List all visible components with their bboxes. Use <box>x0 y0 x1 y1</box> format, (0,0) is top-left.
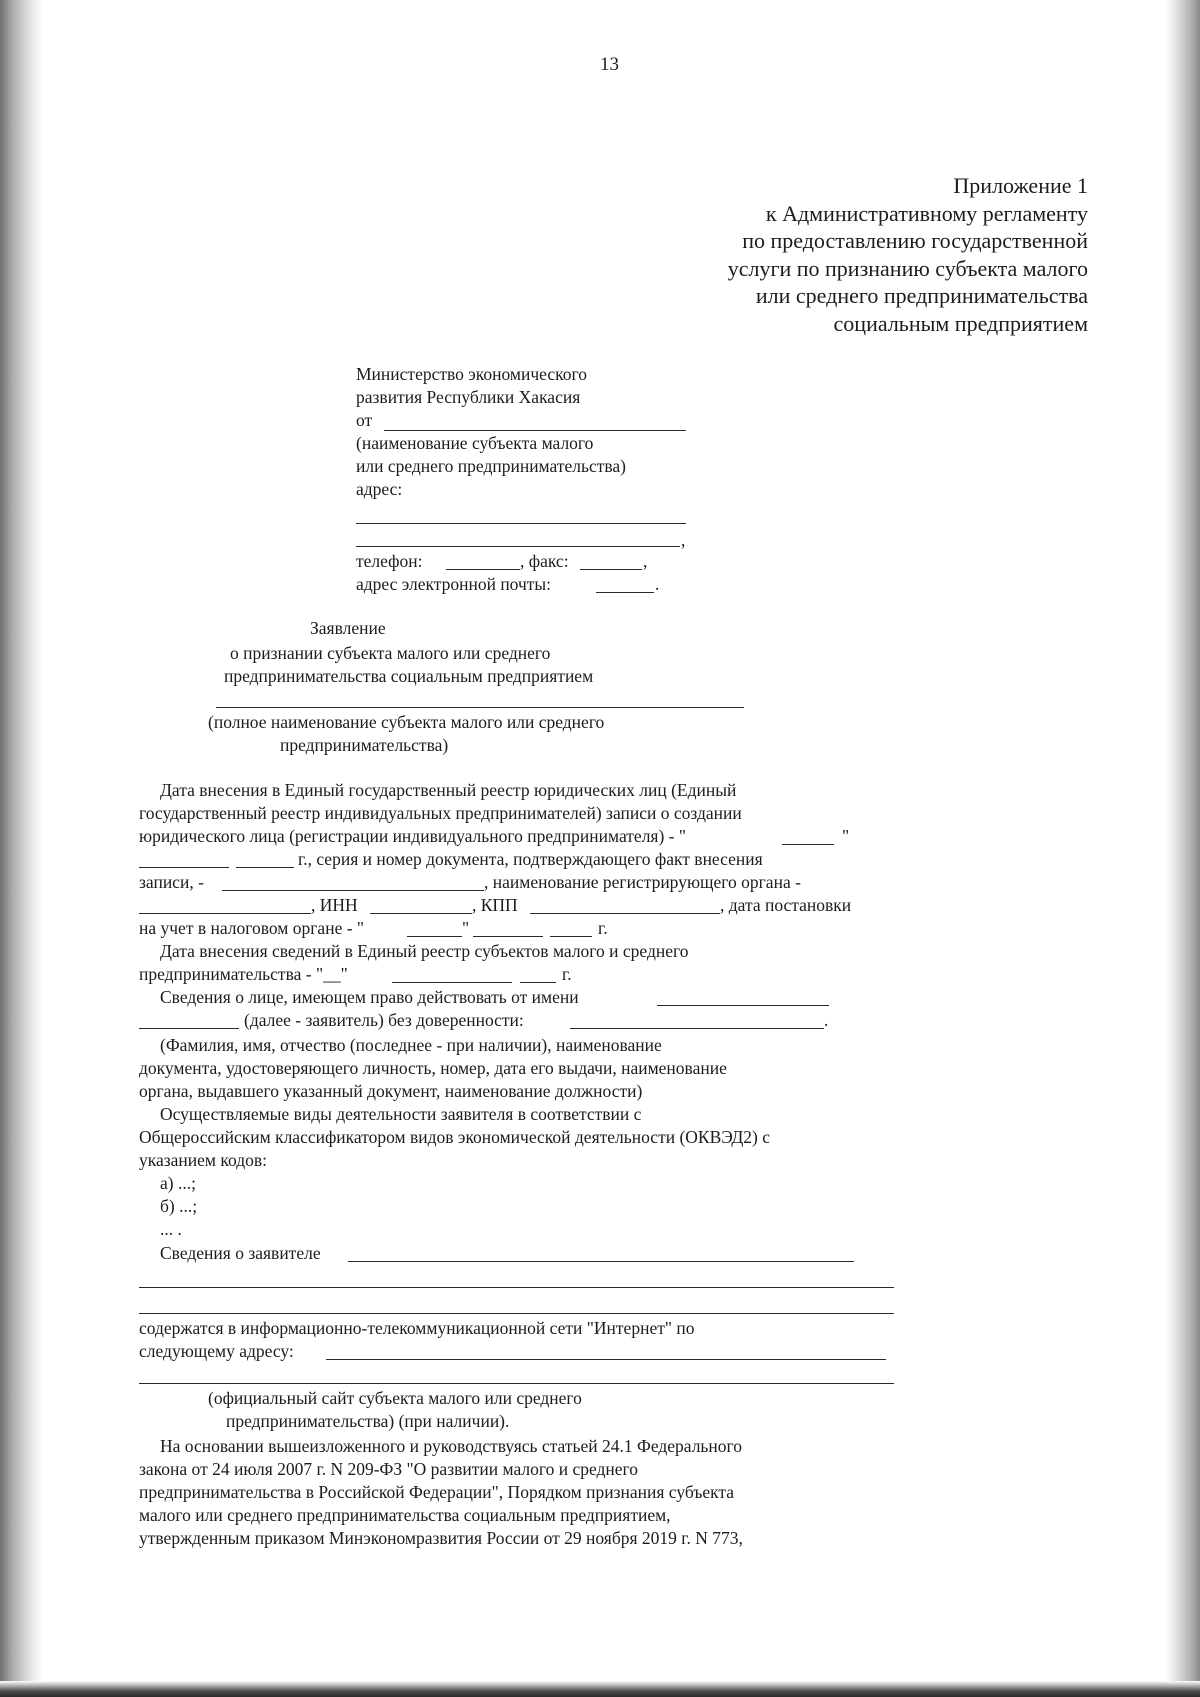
body-line: следующему адресу: <box>139 1341 294 1361</box>
appendix-header <box>728 172 1088 337</box>
tax-day-field[interactable] <box>407 936 462 937</box>
email-field[interactable] <box>596 592 654 593</box>
body-line: на учет в налоговом органе - " <box>139 918 365 938</box>
website-field[interactable] <box>139 1383 894 1384</box>
applicant-info-field[interactable] <box>348 1261 854 1262</box>
body-line: юридического лица (регистрации индивидуального предпринимателя) - " <box>139 826 687 846</box>
body-line: На основании вышеизложенного и руководствуясь статьей 24.1 Федерального <box>160 1436 743 1456</box>
body-line: , наименование регистрирующего органа - <box>484 872 801 892</box>
from-label: от <box>356 410 373 430</box>
body-line: Дата внесения в Единый государственный реестр юридических лиц (Единый <box>160 780 737 800</box>
applicant-info-field[interactable] <box>139 1313 894 1314</box>
body-line: содержатся в информационно-телекоммуникационной сети "Интернет" по <box>139 1318 695 1338</box>
phone-field[interactable] <box>446 569 520 570</box>
body-line: государственный реестр индивидуальных предпринимателей) записи о создании <box>139 803 742 823</box>
addressee-org: развития Республики Хакасия <box>356 387 581 407</box>
appendix-line: услуги по признанию субъекта малого <box>727 255 1088 281</box>
website-caption: (официальный сайт субъекта малого или среднего <box>208 1388 582 1408</box>
reg-year-field[interactable] <box>236 867 294 868</box>
body-line: (Фамилия, имя, отчество (последнее - при наличии), наименование <box>160 1035 662 1055</box>
address-field[interactable] <box>356 523 686 524</box>
msp-year-field[interactable] <box>520 982 556 983</box>
doc-title-line: предпринимательства социальным предприятием <box>224 666 594 686</box>
appendix-line: по предоставлению государственной <box>742 228 1088 253</box>
appendix-line: или среднего предпринимательства <box>755 283 1088 308</box>
appendix-line: к Административному регламенту <box>765 200 1088 226</box>
body-line: (далее - заявитель) без доверенности: <box>244 1010 524 1030</box>
address-comma: , <box>681 530 686 550</box>
address-label: адрес: <box>356 479 403 499</box>
scan-shadow-left <box>0 0 42 1697</box>
body-line: ... . <box>160 1219 182 1239</box>
entity-name-caption: (полное наименование субъекта малого или среднего <box>208 712 605 732</box>
from-field[interactable] <box>384 430 686 431</box>
doc-title-line: о признании субъекта малого или среднего <box>230 643 551 663</box>
body-line: г. <box>598 918 608 938</box>
body-line: утвержденным приказом Минэкономразвития России от 29 ноября 2019 г. N 773, <box>139 1528 743 1548</box>
representative-details-field[interactable] <box>570 1028 824 1029</box>
tax-month-field[interactable] <box>473 936 543 937</box>
body-line: предпринимательства в Российской Федерации", Порядком признания субъекта <box>139 1482 735 1502</box>
address-field[interactable] <box>356 546 680 547</box>
appendix-line: Приложение 1 <box>953 173 1088 198</box>
body-line: указанием кодов: <box>139 1150 268 1170</box>
entity-name-field[interactable] <box>216 707 744 708</box>
inn-field[interactable] <box>370 913 472 914</box>
body-quote: " <box>462 918 470 938</box>
email-label: адрес электронной почты: <box>356 574 552 594</box>
body-line: , дата постановки <box>720 895 852 915</box>
scan-shadow-right <box>1166 0 1200 1697</box>
from-caption: или среднего предпринимательства) <box>356 456 627 476</box>
body-line: Осуществляемые виды деятельности заявителя в соответствии с <box>160 1104 642 1124</box>
kpp-label: , КПП <box>472 895 518 915</box>
representative-field[interactable] <box>139 1028 239 1029</box>
body-line: г. <box>562 964 572 984</box>
website-field[interactable] <box>326 1359 886 1360</box>
page-number: 13 <box>600 54 619 75</box>
representative-field[interactable] <box>657 1005 829 1006</box>
doc-title: Заявление <box>310 618 386 638</box>
kpp-field[interactable] <box>530 913 720 914</box>
reg-month-field[interactable] <box>139 867 229 868</box>
body-line: Общероссийским классификатором видов экономической деятельности (ОКВЭД2) с <box>139 1127 771 1147</box>
fax-field[interactable] <box>580 569 642 570</box>
reg-day-field[interactable] <box>782 844 834 845</box>
body-line: малого или среднего предпринимательства социальным предприятием, <box>139 1505 671 1525</box>
body-line: Сведения о лице, имеющем право действовать от имени <box>160 987 579 1007</box>
website-caption: предпринимательства) (при наличии). <box>226 1411 510 1431</box>
body-line: записи, - <box>139 872 204 892</box>
body-line: документа, удостоверяющего личность, номер, дата его выдачи, наименование <box>139 1058 727 1078</box>
body-line: предпринимательства - "__" <box>139 964 348 984</box>
body-line: б) ...; <box>160 1196 198 1216</box>
inn-label: , ИНН <box>311 895 358 915</box>
msp-month-field[interactable] <box>392 982 512 983</box>
addressee-org: Министерство экономического <box>356 364 587 384</box>
body-line: . <box>824 1010 829 1030</box>
entity-name-caption: предпринимательства) <box>280 735 449 755</box>
appendix-line: социальным предприятием <box>833 310 1088 336</box>
from-caption: (наименование субъекта малого <box>356 433 594 453</box>
email-end: . <box>655 574 660 594</box>
phone-label: телефон: <box>356 551 423 571</box>
body-line: Сведения о заявителе <box>160 1243 321 1263</box>
body-line: закона от 24 июля 2007 г. N 209-ФЗ "О развитии малого и среднего <box>139 1459 639 1479</box>
applicant-info-field[interactable] <box>139 1287 894 1288</box>
scan-shadow-bottom <box>0 1681 1200 1697</box>
body-line: а) ...; <box>160 1173 196 1193</box>
series-number-field[interactable] <box>222 890 484 891</box>
body-quote: " <box>842 826 850 846</box>
body-line: г., серия и номер документа, подтверждающего факт внесения <box>298 849 763 869</box>
reg-authority-field[interactable] <box>139 913 311 914</box>
fax-label: , факс: <box>520 551 569 571</box>
fax-end: , <box>643 551 648 571</box>
tax-year-field[interactable] <box>550 936 592 937</box>
body-line: Дата внесения сведений в Единый реестр субъектов малого и среднего <box>160 941 689 961</box>
body-line: органа, выдавшего указанный документ, наименование должности) <box>139 1081 643 1101</box>
